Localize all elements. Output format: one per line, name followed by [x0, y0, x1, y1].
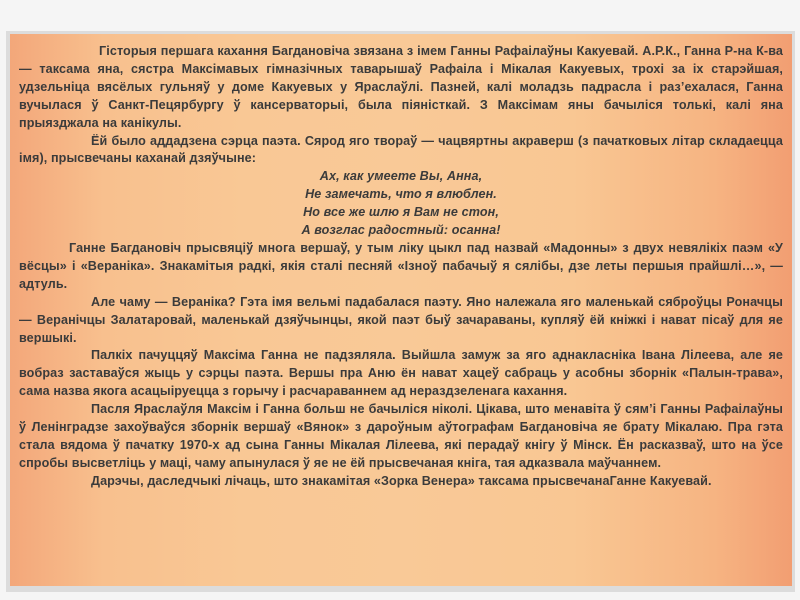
poem-line-3: Но все же шлю я Вам не стон, — [303, 205, 499, 220]
text-panel — [10, 34, 792, 586]
paragraph-4: Але чаму — Вераніка? Гэта імя вельмі падабалася паэту. Яно належала яго маленькай сяброўцы Роначцы — Веранічцы Залатаровай, маленькай дзяўчынцы, якой паэт быў зачараваны, купляў ёй кніжкі і нават пісаў для яе вершыкі. — [19, 294, 783, 345]
poem-line-4: А возглас радостный: осанна! — [301, 223, 501, 238]
acrostic-poem — [19, 168, 783, 240]
paragraph-3: Ганне Багдановіч прысвяціў многа вершаў, у тым ліку цыкл пад назвай «Мадонны» з двух невялікіх паэм «У вёсцы» і «Вераніка». Знакамітыя радкі, якія сталі песняй «Ізноў пабачыў я сялібы, дзе леты першыя прайшлі…», — адтуль. — [19, 240, 783, 291]
paragraph-1: Гісторыя першага кахання Багдановіча звязана з імем Ганны Рафаілаўны Какуевай. А.Р.К., Ганна Р-на К-ва — таксама яна, сястра Максімавых гімназічных таварышаў Рафаіла і Мікалая Какуевых, трохі за іх старэйшая, удзельніца вясёлых гульняў у доме Какуевых у Яраслаўлі. Пазней, калі моладзь падрасла і раз’ехалася, Ганна вучылася ў Санкт-Пецярбургу ў кансерваторыі, была піяністкай. З Максімам яны бачыліся толькі, калі яна прыязджала на канікулы. — [19, 44, 783, 130]
paragraph-2: Ёй было аддадзена сэрца паэта. Сярод яго твораў — чацвяртны акраверш (з пачатковых літар складаецца імя), прысвечаны каханай дзяўчыне: — [19, 133, 783, 166]
paragraph-7: Дарэчы, даследчыкі лічаць, што знакамітая «Зорка Венера» таксама прысвечанаГанне Какуевай. — [91, 473, 712, 488]
article-text — [19, 43, 783, 491]
poem-line-1: Ах, как умеете Вы, Анна, — [319, 169, 483, 184]
paragraph-5: Палкіх пачуццяў Максіма Ганна не падзяляла. Выйшла замуж за яго аднакласніка Івана Лілеева, але яе вобраз заставаўся жыць у сэрцы паэта. Вершы пра Аню ён нават хацеў сабраць у асобны зборнік «Палын-трава», сама назва якога асацыіруецца з горычу і расчараваннем ад нераздзеленага кахання. — [19, 348, 783, 399]
poem-line-2: Не замечать, что я влюблен. — [305, 187, 497, 202]
paragraph-6: Пасля Яраслаўля Максім і Ганна больш не бачыліся ніколі. Цікава, што менавіта ў сям’і Ганны Рафаілаўны ў Ленінградзе захоўваўся зборнік вершаў «Вянок» з дароўным аўтографам Багдановіча яе брату Мікалаю. Пра гэта стала вядома ў пачатку 1970-х ад сына Ганны Мікалая Лілеева, які перадаў кнігу ў Мінск. Ён расказваў, што на ўсе спробы высветліць у маці, чаму апынулася ў яе не ёй прысвечаная кніга, тая адказвала маўчаннем. — [19, 402, 783, 470]
